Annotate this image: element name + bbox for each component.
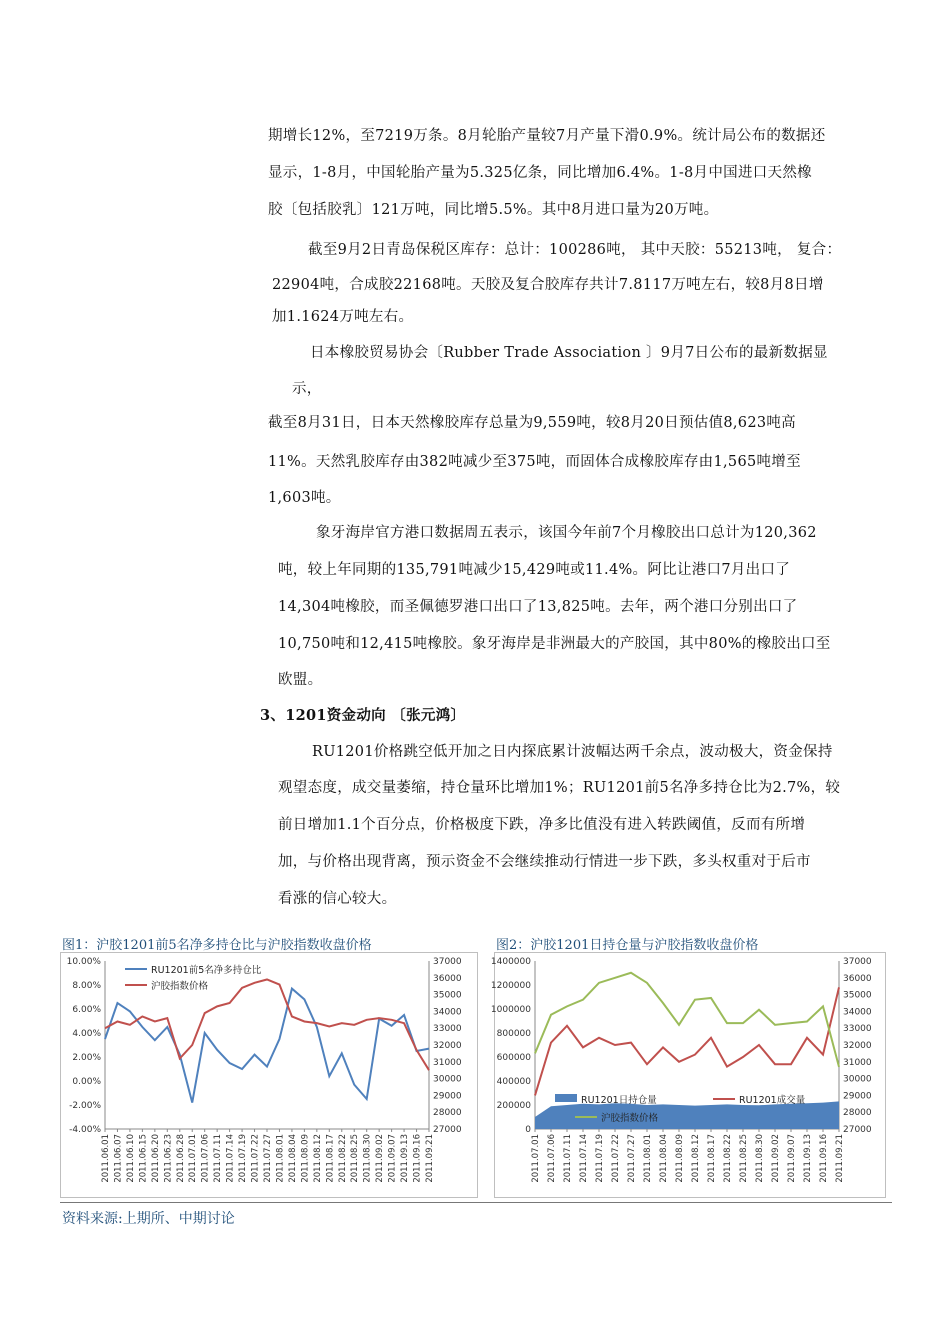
x-tick-label: 2011.08.25 — [739, 1134, 749, 1183]
y-tick-label-right: 35000 — [843, 990, 872, 1001]
text-line: 截至9月2日青岛保税区库存：总计：100286吨， 其中天胶：55213吨， 复合： — [308, 242, 842, 258]
x-tick-label: 2011.07.01 — [531, 1134, 541, 1183]
footer-divider — [60, 1202, 892, 1203]
y-tick-label-left: 0.00% — [72, 1077, 101, 1087]
text-line: 观望态度，成交量萎缩，持仓量环比增加1%；RU1201前5名净多持仓比为2.7%，较 — [278, 780, 841, 796]
x-tick-label: 2011.06.20 — [150, 1134, 161, 1183]
text-line: 加1.1624万吨左右。 — [272, 309, 414, 325]
legend-label: RU1201成交量 — [739, 1095, 806, 1106]
y-tick-label-right: 30000 — [843, 1074, 872, 1085]
data-source: 资料来源:上期所、中期讨论 — [62, 1211, 235, 1227]
x-tick-label: 2011.09.02 — [771, 1134, 781, 1183]
series-line — [105, 989, 429, 1103]
text-line: RU1201价格跳空低开加之日内探底累计波幅达两千余点，波动极大，资金保持 — [312, 744, 833, 760]
text-line: 14,304吨橡胶，而圣佩德罗港口出口了13,825吨。去年，两个港口分别出口了 — [278, 599, 798, 615]
series-line — [105, 979, 429, 1070]
legend-label: RU1201日持仓量 — [581, 1095, 657, 1106]
x-tick-label: 2011.09.07 — [387, 1134, 398, 1183]
y-tick-label-right: 28000 — [843, 1108, 872, 1119]
x-tick-label: 2011.06.01 — [101, 1134, 111, 1183]
text-line: 示， — [292, 381, 322, 397]
y-tick-label-right: 37000 — [843, 957, 872, 967]
x-tick-label: 2011.08.22 — [723, 1134, 733, 1183]
x-tick-label: 2011.08.09 — [675, 1134, 685, 1183]
x-tick-label: 2011.08.01 — [643, 1134, 653, 1183]
x-tick-label: 2011.09.16 — [412, 1134, 423, 1183]
x-tick-label: 2011.07.11 — [213, 1134, 224, 1183]
y-tick-label-right: 37000 — [433, 957, 462, 967]
figure2-caption: 图2：沪胶1201日持仓量与沪胶指数收盘价格 — [496, 938, 759, 953]
paragraph-tire-production — [268, 118, 892, 229]
y-tick-label-right: 29000 — [843, 1091, 872, 1102]
x-tick-label: 2011.07.27 — [263, 1134, 273, 1183]
x-tick-label: 2011.08.25 — [350, 1134, 361, 1183]
y-tick-label-left: 1000000 — [490, 1005, 531, 1015]
y-tick-label-right: 28000 — [433, 1108, 462, 1119]
text-line: 看涨的信心较大。 — [278, 891, 397, 907]
y-tick-label-left: 800000 — [496, 1029, 531, 1039]
x-tick-label: 2011.06.07 — [113, 1134, 124, 1183]
y-tick-label-right: 35000 — [433, 990, 462, 1001]
y-tick-label-right: 34000 — [433, 1007, 462, 1018]
x-tick-label: 2011.08.09 — [300, 1134, 311, 1183]
x-tick-label: 2011.07.14 — [579, 1134, 589, 1183]
x-tick-label: 2011.07.11 — [563, 1134, 573, 1183]
chart-net-long-ratio — [60, 952, 478, 1198]
text-line: 显示，1-8月，中国轮胎产量为5.325亿条，同比增加6.4%。1-8月中国进口天然橡 — [268, 165, 812, 181]
y-tick-label-right: 32000 — [843, 1041, 872, 1051]
x-tick-label: 2011.09.07 — [787, 1134, 797, 1183]
y-tick-label-left: 0 — [525, 1125, 531, 1135]
y-tick-label-right: 31000 — [843, 1057, 872, 1068]
x-tick-label: 2011.08.22 — [337, 1134, 348, 1183]
x-tick-label: 2011.08.04 — [287, 1134, 298, 1183]
y-tick-label-left: 2.00% — [72, 1053, 101, 1063]
text-line: 11%。天然乳胶库存由382吨减少至375吨，而固体合成橡胶库存由1,565吨增至 — [268, 454, 801, 470]
x-tick-label: 2011.08.01 — [275, 1134, 286, 1183]
x-tick-label: 2011.06.28 — [175, 1134, 186, 1183]
y-tick-label-left: 8.00% — [72, 981, 101, 991]
x-tick-label: 2011.07.06 — [200, 1134, 211, 1183]
text-line: 22904吨，合成胶22168吨。天胶及复合胶库存共计7.8117万吨左右，较8月8日增 — [272, 277, 824, 293]
x-tick-label: 2011.09.02 — [375, 1134, 386, 1183]
y-tick-label-right: 32000 — [433, 1041, 462, 1051]
legend-label: 沪胶指数价格 — [151, 981, 209, 992]
y-tick-label-left: 4.00% — [72, 1029, 101, 1039]
x-tick-label: 2011.07.27 — [627, 1134, 637, 1183]
x-tick-label: 2011.08.30 — [362, 1134, 373, 1183]
legend-swatch — [555, 1094, 577, 1102]
y-tick-label-left: 10.00% — [66, 957, 101, 967]
section-heading: 3、1201资金动向 〔张元鸿〕 — [260, 707, 466, 724]
x-tick-label: 2011.09.16 — [819, 1134, 829, 1183]
y-tick-label-left: 1200000 — [490, 981, 531, 991]
text-line: 象牙海岸官方港口数据周五表示，该国今年前7个月橡胶出口总计为120,362 — [316, 525, 817, 541]
x-tick-label: 2011.08.12 — [691, 1134, 701, 1183]
text-line: 加，与价格出现背离，预示资金不会继续推动行情进一步下跌，多头权重对于后市 — [278, 854, 811, 870]
x-tick-label: 2011.07.06 — [547, 1134, 557, 1183]
y-tick-label-left: -4.00% — [69, 1125, 101, 1135]
x-tick-label: 2011.09.13 — [400, 1134, 411, 1183]
y-tick-label-right: 29000 — [433, 1091, 462, 1102]
x-tick-label: 2011.08.12 — [312, 1134, 323, 1183]
x-tick-label: 2011.06.15 — [138, 1134, 149, 1183]
x-tick-label: 2011.06.23 — [163, 1134, 174, 1183]
y-tick-label-left: 6.00% — [72, 1005, 101, 1015]
y-tick-label-right: 31000 — [433, 1057, 462, 1068]
chart2-svg — [490, 953, 885, 1197]
x-tick-label: 2011.07.14 — [225, 1134, 236, 1183]
x-tick-label: 2011.09.21 — [835, 1134, 845, 1183]
y-tick-label-right: 27000 — [433, 1125, 462, 1135]
series-line — [535, 987, 839, 1095]
y-tick-label-right: 33000 — [843, 1024, 872, 1035]
x-tick-label: 2011.08.30 — [755, 1134, 765, 1183]
y-tick-label-left: -2.00% — [69, 1101, 101, 1111]
text-line: 日本橡胶贸易协会〔Rubber Trade Association 〕9月7日公布的最新数据显 — [310, 345, 828, 361]
x-tick-label: 2011.09.21 — [425, 1134, 435, 1183]
text-line: 1,603吨。 — [268, 490, 341, 506]
y-tick-label-right: 34000 — [843, 1007, 872, 1018]
y-tick-label-right: 36000 — [843, 973, 872, 984]
text-line: 胶〔包括胶乳〕121万吨，同比增5.5%。其中8月进口量为20万吨。 — [268, 202, 719, 218]
x-tick-label: 2011.07.19 — [238, 1134, 249, 1183]
legend-label: 沪胶指数价格 — [601, 1113, 659, 1124]
chart1-svg — [61, 953, 477, 1197]
text-line: 前日增加1.1个百分点，价格极度下跌，净多比值没有进入转跌阈值，反而有所增 — [278, 817, 806, 833]
x-tick-label: 2011.08.17 — [325, 1134, 336, 1183]
y-tick-label-right: 36000 — [433, 973, 462, 984]
y-tick-label-left: 200000 — [496, 1101, 531, 1111]
x-tick-label: 2011.06.10 — [125, 1134, 136, 1183]
x-tick-label: 2011.08.17 — [707, 1134, 717, 1183]
legend-label: RU1201前5名净多持仓比 — [151, 965, 262, 976]
y-tick-label-left: 600000 — [496, 1053, 531, 1063]
y-tick-label-left: 1400000 — [490, 957, 531, 967]
text-line: 吨，较上年同期的135,791吨减少15,429吨或11.4%。阿比让港口7月出口了 — [278, 562, 791, 578]
y-tick-label-left: 400000 — [496, 1077, 531, 1087]
chart-open-interest — [490, 952, 886, 1198]
x-tick-label: 2011.07.22 — [250, 1134, 261, 1183]
x-tick-label: 2011.07.19 — [595, 1134, 605, 1183]
series-line — [535, 973, 839, 1067]
x-tick-label: 2011.07.01 — [188, 1134, 199, 1183]
y-tick-label-right: 27000 — [843, 1125, 872, 1135]
figure1-caption: 图1：沪胶1201前5名净多持仓比与沪胶指数收盘价格 — [62, 938, 372, 953]
y-tick-label-right: 33000 — [433, 1024, 462, 1035]
x-tick-label: 2011.09.13 — [803, 1134, 813, 1183]
y-tick-label-right: 30000 — [433, 1074, 462, 1085]
text-line: 期增长12%，至7219万条。8月轮胎产量较7月产量下滑0.9%。统计局公布的数据还 — [268, 128, 826, 144]
text-line: 欧盟。 — [278, 672, 323, 688]
text-line: 10,750吨和12,415吨橡胶。象牙海岸是非洲最大的产胶国，其中80%的橡胶出口至 — [278, 636, 831, 652]
x-tick-label: 2011.07.22 — [611, 1134, 621, 1183]
x-tick-label: 2011.08.04 — [659, 1134, 669, 1183]
text-line: 截至8月31日，日本天然橡胶库存总量为9,559吨，较8月20日预估值8,623吨高 — [268, 415, 796, 431]
